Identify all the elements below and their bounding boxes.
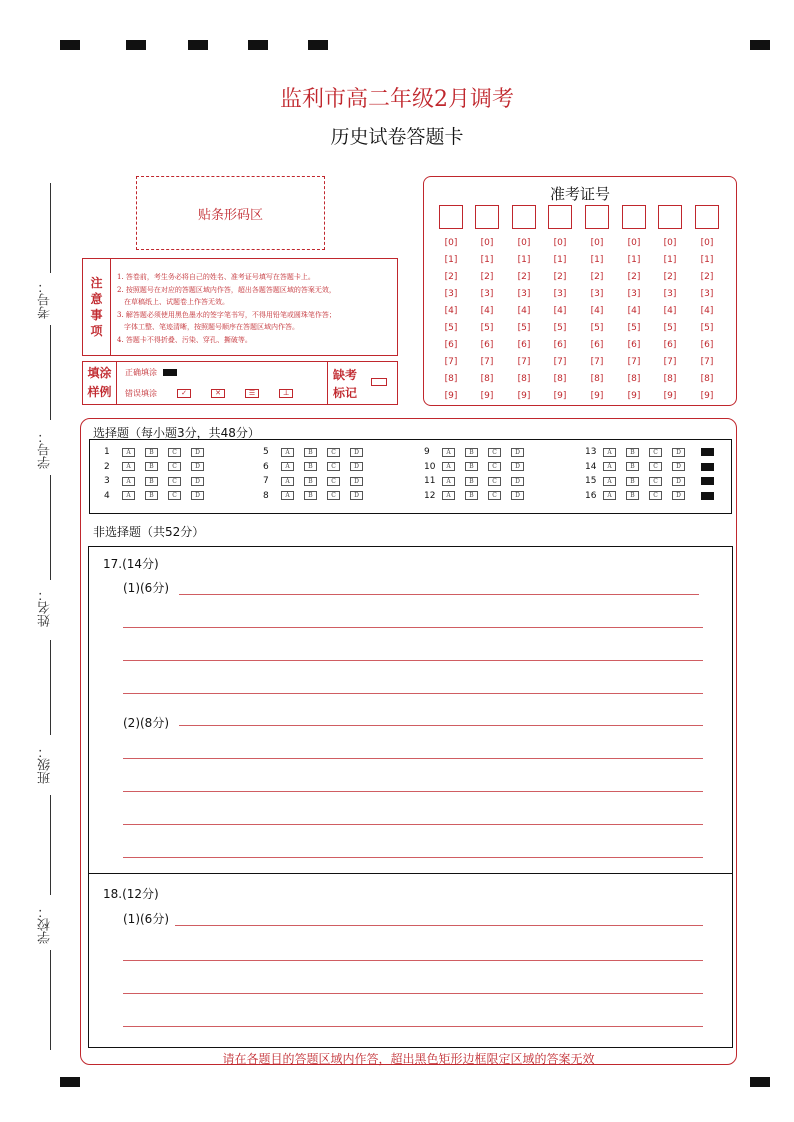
choice-bubble[interactable]: C	[488, 462, 501, 471]
admission-digit-option[interactable]: [2]	[480, 272, 494, 282]
choice-bubble[interactable]: D	[511, 462, 524, 471]
admission-digit-option[interactable]: [0]	[700, 238, 714, 248]
admission-digit-option[interactable]: [2]	[700, 272, 714, 282]
choice-bubble[interactable]: A	[281, 477, 294, 486]
admission-digit-option[interactable]: [9]	[663, 391, 677, 401]
choice-bubble[interactable]: C	[327, 491, 340, 500]
admission-digit-box[interactable]	[585, 205, 609, 229]
admission-digit-option[interactable]: [4]	[480, 306, 494, 316]
wrong-mark-cross-icon: ✕	[211, 389, 225, 398]
side-label-exam-no: 考号：	[38, 280, 53, 319]
choice-bubble[interactable]: A	[442, 448, 455, 457]
question-number: 2	[104, 461, 110, 472]
wrong-mark-lines-icon: ☰	[245, 389, 259, 398]
timing-marker	[188, 40, 208, 50]
admission-number-box	[423, 176, 737, 406]
choice-row	[585, 445, 714, 460]
question-number: 8	[263, 490, 269, 501]
admission-digit-option[interactable]: [8]	[627, 374, 641, 384]
side-label-student-no: 学号：	[38, 430, 53, 469]
choice-bubble[interactable]: A	[122, 477, 135, 486]
admission-digit-option[interactable]: [4]	[444, 306, 458, 316]
question-number: 14	[585, 461, 597, 472]
notice-items: 1. 答卷前，考生务必将自己的姓名、准考证号填写在答题卡上。 2. 按照题号在对应的答题区域内作答，超出各题答题区域的答案无效， 在草稿纸上、试题卷上作答无效。 3. 解答题必须使用黑色墨水的签字笔书写，不得用铅笔或圆珠笔作答； 字体工整、笔迹清晰，按照题号顺序在答题区域内作答。 4. 答题卡不得折叠、污染、穿孔、撕破等。	[117, 273, 336, 344]
admission-digit-option[interactable]: [6]	[590, 340, 604, 350]
question-divider	[89, 873, 732, 874]
choice-bubble[interactable]: A	[603, 491, 616, 500]
page-subtitle: 历史试卷答题卡	[330, 126, 464, 148]
question-number: 3	[104, 476, 110, 487]
admission-digit-option[interactable]: [9]	[627, 391, 641, 401]
row-timing-mark	[701, 477, 714, 485]
nonchoice-section-title: 非选择题（共52分）	[93, 525, 205, 539]
choice-bubble[interactable]: B	[145, 462, 158, 471]
notice-heading: 注 意 事 项	[83, 259, 111, 355]
choice-bubble[interactable]: A	[122, 491, 135, 500]
admission-digit-option[interactable]: [7]	[444, 357, 458, 367]
choice-bubble[interactable]: A	[442, 491, 455, 500]
admission-digit-box[interactable]	[695, 205, 719, 229]
choice-bubble[interactable]: A	[603, 462, 616, 471]
choice-bubble[interactable]: C	[649, 491, 662, 500]
choice-bubble[interactable]: B	[145, 448, 158, 457]
admission-digit-option[interactable]: [9]	[480, 391, 494, 401]
admission-digit-option[interactable]: [9]	[517, 391, 531, 401]
choice-bubble[interactable]: B	[626, 477, 639, 486]
timing-marker	[750, 1077, 770, 1087]
choice-row	[104, 445, 214, 460]
admission-column	[585, 205, 609, 405]
choice-bubble[interactable]: B	[465, 448, 478, 457]
answer-line[interactable]	[123, 791, 703, 792]
choice-bubble[interactable]: A	[603, 448, 616, 457]
choice-section-title: 选择题（每小题3分，共48分）	[93, 426, 260, 440]
choice-bubble[interactable]: D	[350, 448, 363, 457]
admission-digit-option[interactable]: [8]	[444, 374, 458, 384]
question-number: 12	[424, 490, 436, 501]
timing-marker	[60, 40, 80, 50]
admission-digit-option[interactable]: [2]	[590, 272, 604, 282]
admission-digit-option[interactable]: [8]	[663, 374, 677, 384]
choice-bubble[interactable]: D	[350, 477, 363, 486]
admission-digit-option[interactable]: [1]	[590, 255, 604, 265]
choice-bubble[interactable]: C	[649, 477, 662, 486]
choice-bubble[interactable]: C	[168, 448, 181, 457]
admission-digit-option[interactable]: [9]	[444, 391, 458, 401]
answer-area	[80, 418, 737, 1065]
choice-bubble[interactable]: C	[168, 477, 181, 486]
admission-digit-option[interactable]: [4]	[517, 306, 531, 316]
answer-line[interactable]	[123, 693, 703, 694]
choice-row	[263, 460, 373, 475]
admission-digit-option[interactable]: [1]	[480, 255, 494, 265]
timing-marker	[308, 40, 328, 50]
fill-example-heading: 填涂 样例	[83, 362, 117, 404]
question-18-title: 18.(12分)	[103, 887, 159, 901]
question-number: 13	[585, 447, 597, 458]
choice-bubble[interactable]: C	[488, 491, 501, 500]
admission-digit-box[interactable]	[548, 205, 572, 229]
admission-digit-option[interactable]: [3]	[700, 289, 714, 299]
answer-line[interactable]	[123, 758, 703, 759]
row-timing-mark	[701, 448, 714, 456]
choice-bubble[interactable]: C	[168, 462, 181, 471]
choice-bubble[interactable]: C	[327, 448, 340, 457]
answer-line[interactable]	[175, 925, 703, 926]
choice-bubble[interactable]: D	[191, 491, 204, 500]
choice-bubble[interactable]: B	[304, 448, 317, 457]
choice-bubble[interactable]: D	[350, 462, 363, 471]
choice-bubble[interactable]: B	[626, 462, 639, 471]
admission-digit-option[interactable]: [4]	[700, 306, 714, 316]
choice-bubble[interactable]: A	[281, 491, 294, 500]
admission-digit-option[interactable]: [6]	[700, 340, 714, 350]
admission-digit-box[interactable]	[658, 205, 682, 229]
choice-bubble[interactable]: B	[465, 462, 478, 471]
admission-digit-option[interactable]: [0]	[590, 238, 604, 248]
admission-digit-option[interactable]: [7]	[627, 357, 641, 367]
choice-row	[104, 474, 214, 489]
admission-digit-option[interactable]: [2]	[444, 272, 458, 282]
answer-line[interactable]	[123, 660, 703, 661]
choice-bubble[interactable]: D	[511, 448, 524, 457]
admission-digit-option[interactable]: [6]	[517, 340, 531, 350]
admission-digit-option[interactable]: [7]	[517, 357, 531, 367]
choice-bubble[interactable]: D	[672, 448, 685, 457]
choice-row	[585, 474, 714, 489]
choice-row	[585, 489, 714, 504]
choice-bubble[interactable]: C	[168, 491, 181, 500]
choice-bubble[interactable]: B	[626, 448, 639, 457]
admission-digit-option[interactable]: [6]	[444, 340, 458, 350]
admission-digit-option[interactable]: [6]	[663, 340, 677, 350]
admission-digit-option[interactable]: [7]	[700, 357, 714, 367]
question-number: 1	[104, 447, 110, 458]
choice-bubble[interactable]: D	[350, 491, 363, 500]
question-number: 11	[424, 476, 436, 487]
wrong-mark-bar-icon: ⊥	[279, 389, 293, 398]
choice-bubble[interactable]: C	[327, 477, 340, 486]
fill-example-box	[82, 361, 398, 405]
choice-bubble[interactable]: C	[327, 462, 340, 471]
admission-digit-option[interactable]: [3]	[590, 289, 604, 299]
choice-row	[424, 474, 534, 489]
admission-digit-box[interactable]	[622, 205, 646, 229]
choice-bubble[interactable]: D	[672, 491, 685, 500]
admission-digit-option[interactable]: [8]	[700, 374, 714, 384]
choice-bubble[interactable]: B	[465, 491, 478, 500]
choice-bubble[interactable]: A	[442, 477, 455, 486]
choice-row	[104, 489, 214, 504]
choice-bubble[interactable]: D	[191, 448, 204, 457]
admission-digit-option[interactable]: [1]	[517, 255, 531, 265]
choice-bubble[interactable]: D	[191, 462, 204, 471]
admission-digit-option[interactable]: [7]	[590, 357, 604, 367]
timing-marker	[126, 40, 146, 50]
admission-digit-option[interactable]: [0]	[627, 238, 641, 248]
admission-digit-option[interactable]: [2]	[517, 272, 531, 282]
choice-grid	[89, 439, 732, 514]
choice-bubble[interactable]: B	[145, 491, 158, 500]
choice-bubble[interactable]: B	[304, 477, 317, 486]
admission-digit-option[interactable]: [2]	[553, 272, 567, 282]
choice-bubble[interactable]: A	[122, 462, 135, 471]
answer-line[interactable]	[123, 993, 703, 994]
question-17-part2-label: (2)(8分)	[123, 716, 169, 730]
admission-digit-option[interactable]: [5]	[444, 323, 458, 333]
admission-digit-option[interactable]: [7]	[663, 357, 677, 367]
admission-digit-option[interactable]: [6]	[553, 340, 567, 350]
admission-column	[658, 205, 682, 405]
question-17-part1-label: (1)(6分)	[123, 581, 169, 595]
admission-digit-option[interactable]: [1]	[444, 255, 458, 265]
admission-digit-option[interactable]: [5]	[700, 323, 714, 333]
side-label-name: 姓名：	[38, 588, 53, 627]
admission-title: 准考证号	[549, 185, 610, 203]
choice-row	[263, 445, 373, 460]
admission-digit-option[interactable]: [0]	[553, 238, 567, 248]
choice-row	[585, 460, 714, 475]
admission-digit-option[interactable]: [0]	[444, 238, 458, 248]
admission-digit-option[interactable]: [8]	[517, 374, 531, 384]
correct-fill-label: 正确填涂	[125, 368, 157, 377]
admission-digit-option[interactable]: [3]	[480, 289, 494, 299]
admission-digit-option[interactable]: [6]	[627, 340, 641, 350]
admission-digit-option[interactable]: [4]	[663, 306, 677, 316]
admission-digit-option[interactable]: [8]	[553, 374, 567, 384]
choice-bubble[interactable]: B	[304, 462, 317, 471]
side-label-class: 班级：	[38, 745, 53, 784]
answer-line[interactable]	[123, 960, 703, 961]
choice-bubble[interactable]: D	[511, 491, 524, 500]
admission-digit-option[interactable]: [3]	[553, 289, 567, 299]
question-number: 9	[424, 447, 430, 458]
side-label-school: 学校：	[38, 905, 53, 944]
admission-digit-option[interactable]: [3]	[627, 289, 641, 299]
answer-line[interactable]	[179, 725, 703, 726]
choice-bubble[interactable]: C	[649, 462, 662, 471]
question-number: 15	[585, 476, 597, 487]
admission-digit-option[interactable]: [3]	[663, 289, 677, 299]
admission-column	[622, 205, 646, 405]
missing-exam-checkbox[interactable]	[371, 378, 387, 386]
question-number: 10	[424, 461, 436, 472]
admission-digit-option[interactable]: [4]	[590, 306, 604, 316]
admission-digit-option[interactable]: [9]	[700, 391, 714, 401]
nonchoice-answer-box	[88, 546, 733, 1048]
choice-row	[424, 489, 534, 504]
choice-bubble[interactable]: C	[488, 448, 501, 457]
choice-row	[424, 445, 534, 460]
choice-bubble[interactable]: D	[511, 477, 524, 486]
choice-bubble[interactable]: D	[672, 462, 685, 471]
admission-column	[439, 205, 463, 405]
admission-digit-box[interactable]	[475, 205, 499, 229]
admission-column	[512, 205, 536, 405]
wrong-mark-check-icon: ✓	[177, 389, 191, 398]
question-number: 16	[585, 490, 597, 501]
missing-exam-label: 缺考 标记	[333, 368, 358, 400]
correct-fill-swatch	[163, 369, 177, 376]
admission-column	[695, 205, 719, 405]
admission-digit-option[interactable]: [3]	[444, 289, 458, 299]
admission-digit-box[interactable]	[512, 205, 536, 229]
row-timing-mark	[701, 492, 714, 500]
admission-digit-option[interactable]: [9]	[553, 391, 567, 401]
choice-group	[585, 445, 714, 503]
choice-row	[424, 460, 534, 475]
admission-digit-option[interactable]: [2]	[663, 272, 677, 282]
choice-bubble[interactable]: B	[145, 477, 158, 486]
admission-column	[548, 205, 572, 405]
choice-row	[263, 474, 373, 489]
admission-digit-option[interactable]: [9]	[590, 391, 604, 401]
admission-digit-option[interactable]: [1]	[700, 255, 714, 265]
choice-bubble[interactable]: D	[191, 477, 204, 486]
answer-line[interactable]	[123, 857, 703, 858]
answer-line[interactable]	[123, 1026, 703, 1027]
choice-bubble[interactable]: D	[672, 477, 685, 486]
timing-marker	[60, 1077, 80, 1087]
choice-bubble[interactable]: B	[304, 491, 317, 500]
choice-bubble[interactable]: C	[649, 448, 662, 457]
admission-digit-option[interactable]: [5]	[627, 323, 641, 333]
choice-bubble[interactable]: A	[442, 462, 455, 471]
choice-group	[104, 445, 214, 503]
page-title: 监利市高二年级2月调考	[280, 87, 514, 112]
choice-bubble[interactable]: A	[281, 448, 294, 457]
question-number: 6	[263, 461, 269, 472]
choice-row	[104, 460, 214, 475]
choice-bubble[interactable]: B	[626, 491, 639, 500]
barcode-area: 贴条形码区	[136, 176, 325, 250]
choice-bubble[interactable]: A	[122, 448, 135, 457]
question-number: 5	[263, 447, 269, 458]
admission-digit-option[interactable]: [5]	[590, 323, 604, 333]
choice-bubble[interactable]: A	[281, 462, 294, 471]
admission-digit-option[interactable]: [0]	[480, 238, 494, 248]
choice-bubble[interactable]: B	[465, 477, 478, 486]
choice-group	[263, 445, 373, 503]
admission-digit-option[interactable]: [0]	[517, 238, 531, 248]
admission-digit-option[interactable]: [6]	[480, 340, 494, 350]
notice-box	[82, 258, 398, 356]
choice-group	[424, 445, 534, 503]
question-17-title: 17.(14分)	[103, 557, 159, 571]
admission-digit-option[interactable]: [4]	[553, 306, 567, 316]
footer-note: 请在各题目的答题区域内作答，超出黑色矩形边框限定区域的答案无效	[222, 1052, 595, 1066]
admission-digit-option[interactable]: [8]	[480, 374, 494, 384]
admission-digit-option[interactable]: [7]	[553, 357, 567, 367]
choice-bubble[interactable]: C	[488, 477, 501, 486]
admission-digit-option[interactable]: [5]	[663, 323, 677, 333]
admission-digit-option[interactable]: [1]	[627, 255, 641, 265]
admission-digit-option[interactable]: [1]	[553, 255, 567, 265]
row-timing-mark	[701, 463, 714, 471]
timing-marker	[750, 40, 770, 50]
choice-row	[263, 489, 373, 504]
answer-line[interactable]	[123, 824, 703, 825]
admission-digit-option[interactable]: [4]	[627, 306, 641, 316]
admission-digit-option[interactable]: [5]	[480, 323, 494, 333]
question-number: 4	[104, 490, 110, 501]
admission-digit-option[interactable]: [0]	[663, 238, 677, 248]
admission-digit-box[interactable]	[439, 205, 463, 229]
admission-digit-option[interactable]: [1]	[663, 255, 677, 265]
answer-line[interactable]	[123, 627, 703, 628]
admission-column	[475, 205, 499, 405]
admission-digit-option[interactable]: [7]	[480, 357, 494, 367]
question-number: 7	[263, 476, 269, 487]
admission-digit-option[interactable]: [5]	[517, 323, 531, 333]
admission-digit-option[interactable]: [5]	[553, 323, 567, 333]
admission-digit-option[interactable]: [2]	[627, 272, 641, 282]
timing-marker	[248, 40, 268, 50]
wrong-fill-label: 错误填涂	[125, 389, 157, 398]
question-18-part1-label: (1)(6分)	[123, 912, 169, 926]
admission-digit-option[interactable]: [8]	[590, 374, 604, 384]
answer-line[interactable]	[179, 594, 699, 595]
admission-digit-option[interactable]: [3]	[517, 289, 531, 299]
choice-bubble[interactable]: A	[603, 477, 616, 486]
